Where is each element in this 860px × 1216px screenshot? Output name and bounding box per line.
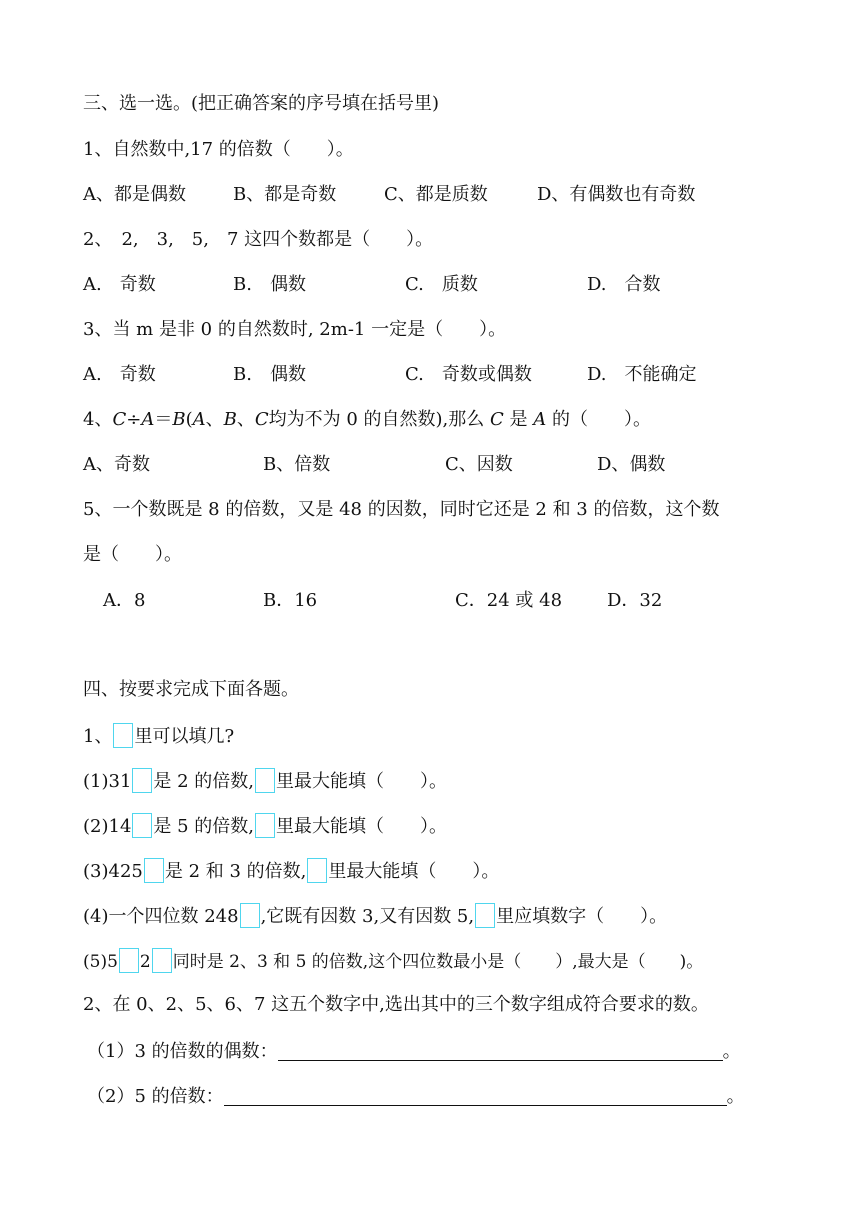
q5-option-a: A．8: [103, 590, 146, 611]
q1-stem: 1、自然数中,17 的倍数（ ）。: [83, 139, 354, 160]
q4-option-a: A、奇数: [83, 454, 150, 475]
s4-q2-stem: 2、在 0、2、5、6、7 这五个数字中,选出其中的三个数字组成符合要求的数。: [83, 994, 709, 1015]
q3-option-d: D. 不能确定: [587, 364, 697, 385]
q4-option-c: C、因数: [445, 454, 513, 475]
answer-box[interactable]: [113, 723, 133, 748]
s4-q1-item-4: (4)一个四位数 248 ,它既有因数 3,又有因数 5, 里应填数字（ ）。: [83, 903, 667, 929]
s4-q1-item-3: (3)425 是 2 和 3 的倍数, 里最大能填（ ）。: [83, 858, 499, 884]
q3-option-b: B. 偶数: [233, 364, 306, 385]
s4-q1-item-5: (5)5 2 同时是 2、3 和 5 的倍数,这个四位数最小是（ ）,最大是（ )。: [83, 948, 703, 974]
q2-option-b: B. 偶数: [233, 274, 306, 295]
q2-option-d: D. 合数: [587, 274, 661, 295]
q3-option-c: C. 奇数或偶数: [405, 364, 532, 385]
answer-box[interactable]: [132, 768, 152, 793]
q5-stem-line2: 是（ ）。: [83, 544, 182, 565]
s4-q2-item-1: （1）3 的倍数的偶数： 。: [87, 1041, 741, 1062]
answer-box[interactable]: [255, 813, 275, 838]
q1-option-d: D、有偶数也有奇数: [537, 184, 696, 205]
q4-stem: 4、C÷A＝B(A、B、C均为不为 0 的自然数),那么 C 是 A 的（ ）。: [83, 409, 651, 430]
q5-stem-line1: 5、一个数既是 8 的倍数，又是 48 的因数，同时它还是 2 和 3 的倍数，这个数: [83, 499, 720, 520]
answer-box[interactable]: [119, 948, 139, 973]
q2-stem: 2、 2, 3, 5, 7 这四个数都是（ ）。: [83, 229, 434, 250]
q5-option-d: D．32: [607, 590, 663, 611]
answer-box[interactable]: [240, 903, 260, 928]
answer-box[interactable]: [475, 903, 495, 928]
q2-option-c: C. 质数: [405, 274, 478, 295]
q4-option-b: B、倍数: [263, 454, 331, 475]
q3-option-a: A. 奇数: [83, 364, 156, 385]
q5-option-b: B．16: [263, 590, 318, 611]
section3-title: 三、选一选。(把正确答案的序号填在括号里): [83, 93, 440, 114]
s4-q1-item-2: (2)14 是 5 的倍数, 里最大能填（ ）。: [83, 813, 447, 839]
q5-option-c: C．24 或 48: [455, 590, 563, 611]
q1-option-b: B、都是奇数: [233, 184, 337, 205]
answer-box[interactable]: [152, 948, 172, 973]
q2-option-a: A. 奇数: [83, 274, 156, 295]
section4-title: 四、按要求完成下面各题。: [83, 679, 299, 700]
answer-box[interactable]: [255, 768, 275, 793]
q3-stem: 3、当 m 是非 0 的自然数时, 2m-1 一定是（ ）。: [83, 319, 507, 340]
s4-q2-item-2: （2）5 的倍数： 。: [87, 1086, 745, 1107]
answer-box[interactable]: [307, 858, 327, 883]
answer-line[interactable]: [278, 1040, 723, 1061]
s4-q1-stem: 1、 里可以填几?: [83, 723, 234, 749]
q1-option-a: A、都是偶数: [83, 184, 186, 205]
answer-box[interactable]: [144, 858, 164, 883]
q1-option-c: C、都是质数: [384, 184, 488, 205]
answer-box[interactable]: [132, 813, 152, 838]
q4-option-d: D、偶数: [597, 454, 666, 475]
s4-q1-item-1: (1)31 是 2 的倍数, 里最大能填（ ）。: [83, 768, 447, 794]
answer-line[interactable]: [224, 1085, 727, 1106]
